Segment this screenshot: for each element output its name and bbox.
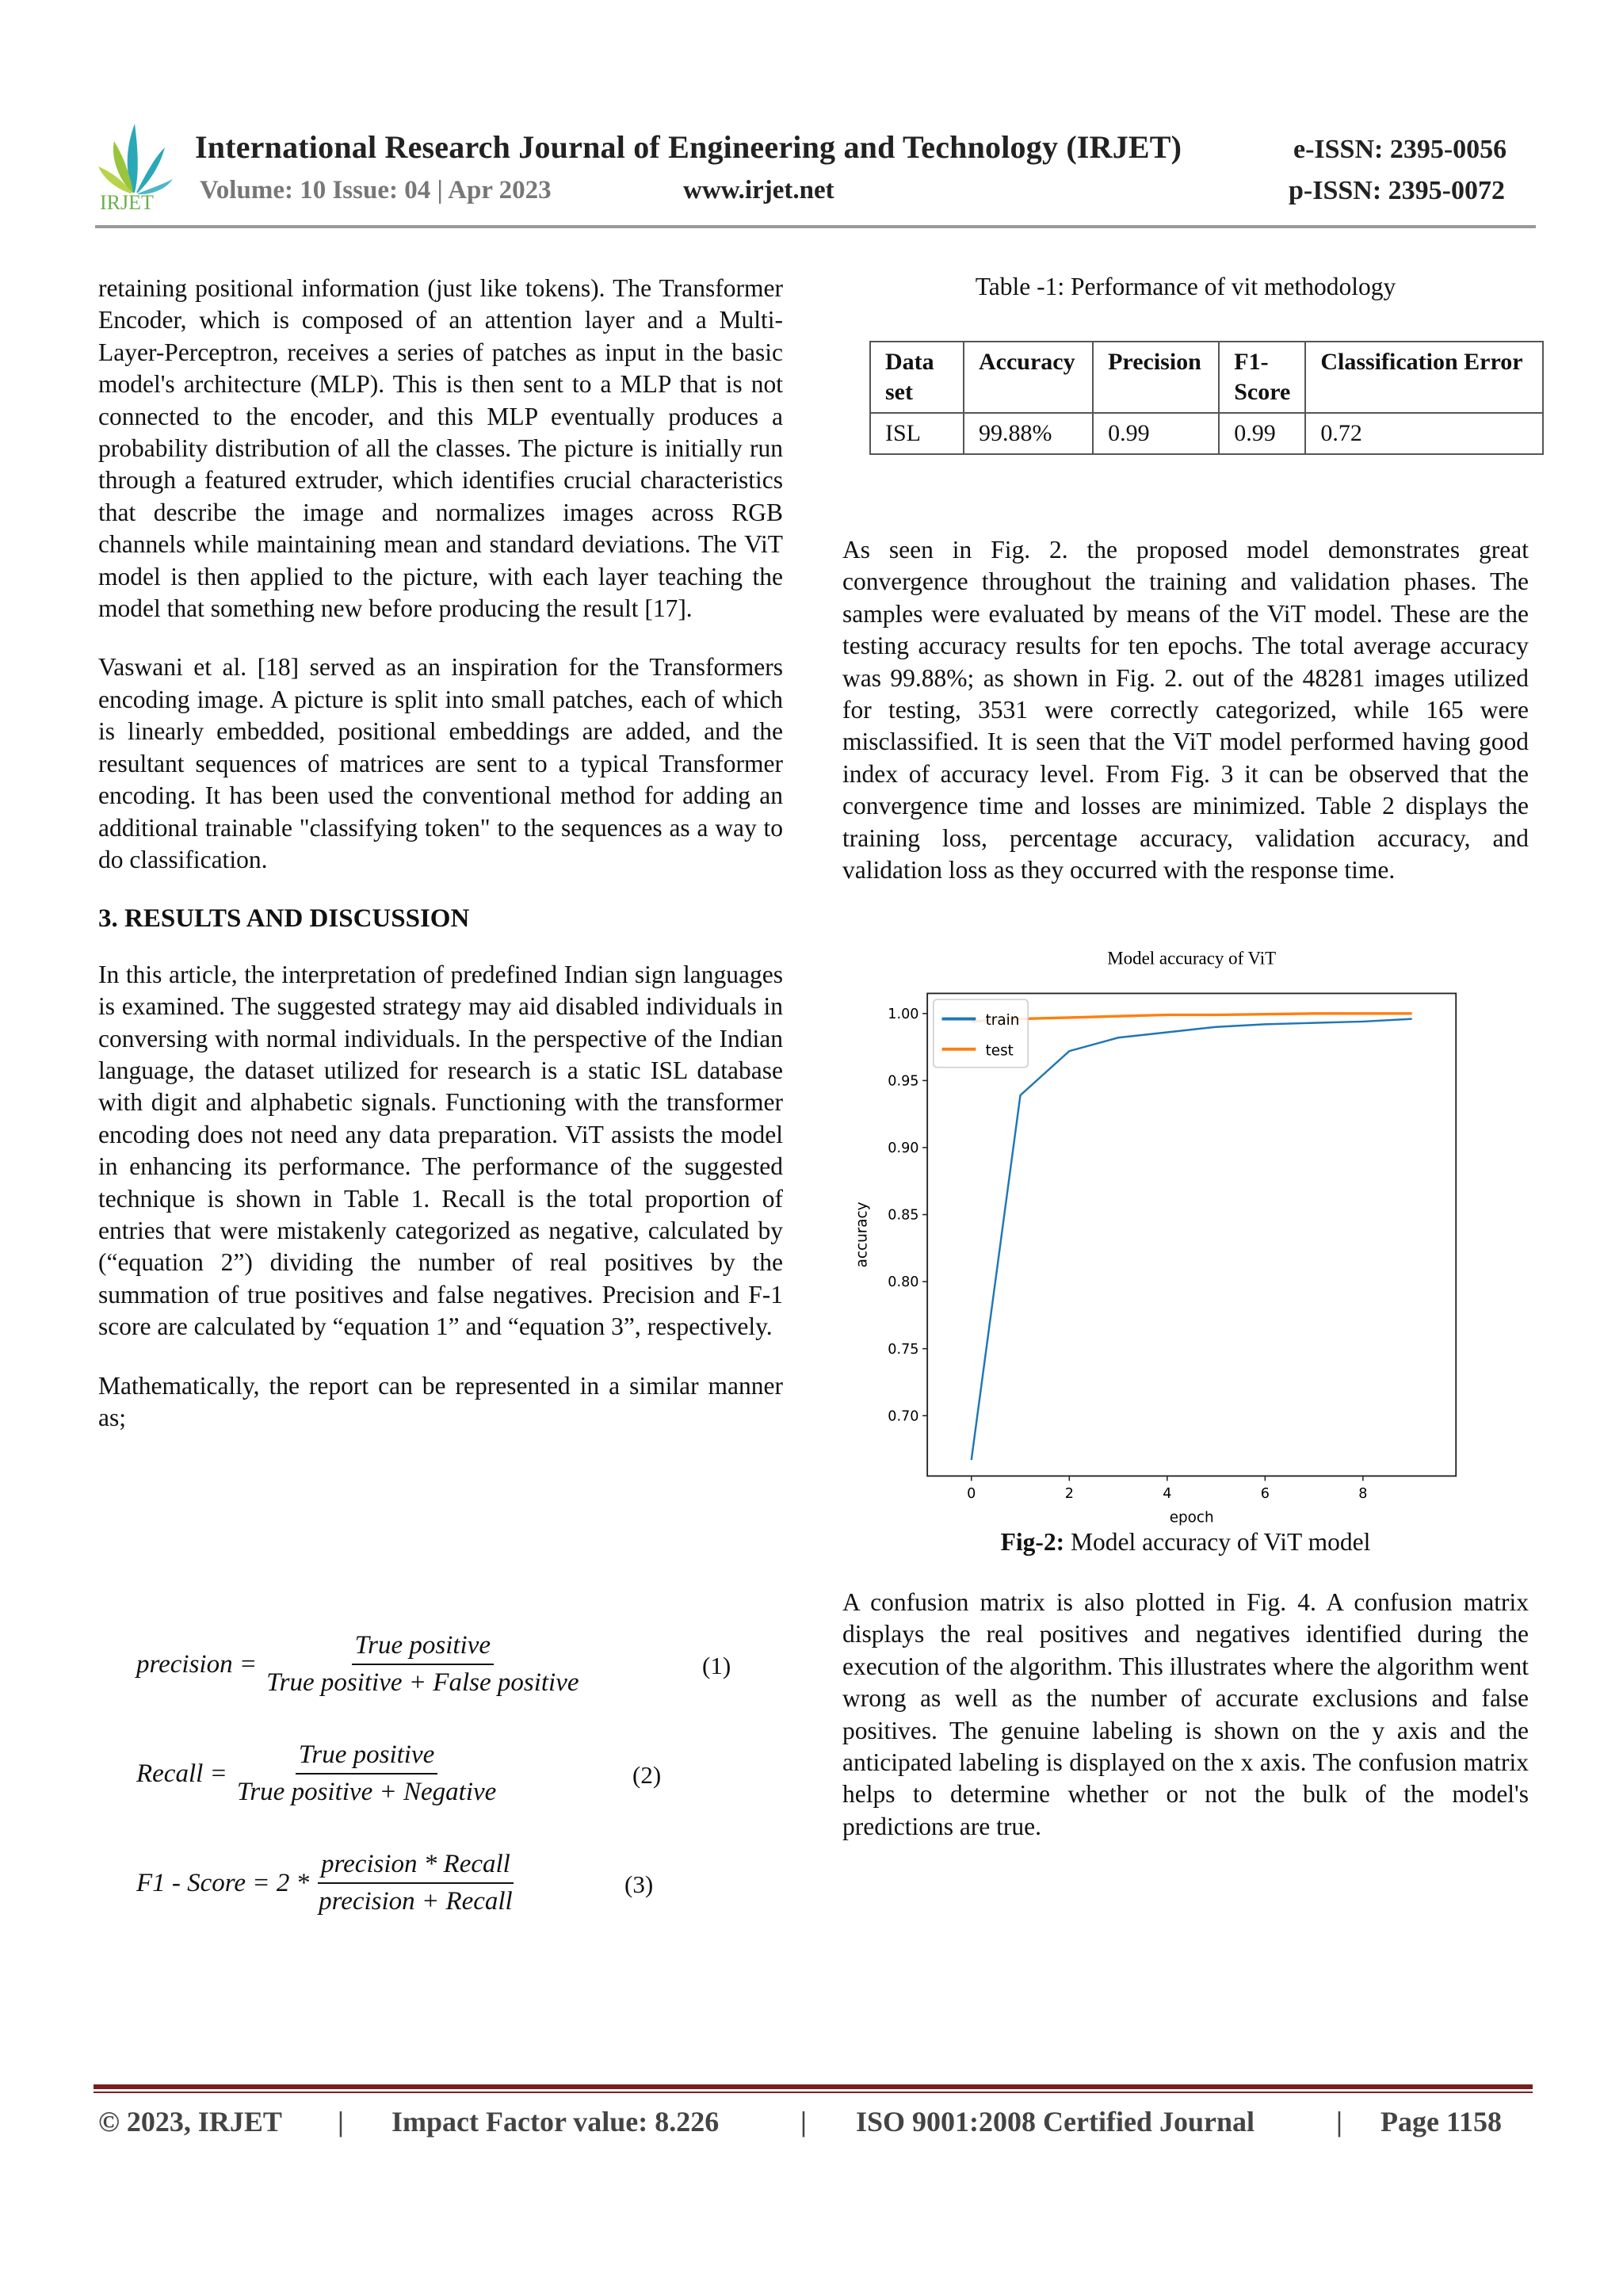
equation-lhs: F1 - Score = 2 * xyxy=(136,1868,310,1897)
denominator: True positive + Negative xyxy=(236,1778,497,1806)
right-paragraph: As seen in Fig. 2. the proposed model demonstrates great convergence throughout the training and validation phases. The samples were evaluated by means of the ViT model. These are the testing accuracy results for ten epochs. The total average accuracy was 99.88%; as shown in Fig. 2. out of the 48281 images utilized for testing, 3531 were correctly categorized, while 165 were misclassified. It is seen that the ViT model performed having good index of accuracy level. From Fig. 3 it can be observed that the convergence time and losses are minimized. Table 2 displays the training loss, percentage accuracy, validation accuracy, and validation loss as they occurred with the response time. xyxy=(842,536,1529,884)
figure-label: Fig-2: xyxy=(1000,1528,1065,1556)
footer-impact-factor: Impact Factor value: 8.226 xyxy=(391,2106,720,2137)
x-tick-label: 8 xyxy=(1358,1485,1368,1502)
denominator: True positive + False positive xyxy=(266,1668,579,1697)
column-header: Precision xyxy=(1093,342,1219,413)
x-tick-label: 0 xyxy=(967,1485,976,1502)
x-axis-label: epoch xyxy=(1169,1509,1214,1526)
website-link[interactable]: www.irjet.net xyxy=(683,176,834,204)
column-header: F1-Score xyxy=(1219,342,1305,413)
legend-label-test: test xyxy=(985,1042,1014,1060)
equation-lhs: Recall = xyxy=(136,1759,227,1788)
equation-number: (1) xyxy=(702,1652,731,1679)
table-cell: 99.88% xyxy=(964,413,1093,454)
table-header-row xyxy=(870,342,1543,413)
chart-title: Model accuracy of ViT xyxy=(1107,948,1277,968)
x-tick-label: 6 xyxy=(1260,1485,1270,1502)
numerator: True positive xyxy=(352,1631,494,1665)
equation-lhs: precision = xyxy=(136,1649,258,1679)
numerator: precision * Recall xyxy=(318,1850,514,1884)
figure-caption-text: Model accuracy of ViT model xyxy=(1064,1528,1371,1556)
left-column xyxy=(98,273,783,1461)
footer-iso: ISO 9001:2008 Certified Journal xyxy=(856,2106,1254,2137)
table-cell: ISL xyxy=(870,413,964,454)
accuracy-chart xyxy=(840,935,1506,1526)
legend-label-train: train xyxy=(985,1012,1020,1030)
footer-page-number: Page 1158 xyxy=(1381,2106,1502,2137)
volume-issue: Volume: 10 Issue: 04 | Apr 2023 xyxy=(200,176,552,204)
y-tick-label: 1.00 xyxy=(888,1006,919,1022)
y-tick-label: 0.75 xyxy=(888,1341,919,1358)
footer-copyright: © 2023, IRJET xyxy=(98,2106,282,2137)
header-divider xyxy=(95,225,1536,228)
section-heading: 3. RESULTS AND DISCUSSION xyxy=(98,904,470,934)
table-cell: 0.99 xyxy=(1093,413,1219,454)
y-tick-label: 0.70 xyxy=(888,1408,919,1425)
y-tick-label: 0.80 xyxy=(888,1274,919,1291)
pissn: p-ISSN: 2395-0072 xyxy=(1289,176,1505,205)
equation-precision xyxy=(136,1631,582,1698)
column-header: Classification Error xyxy=(1305,342,1543,413)
x-tick-label: 2 xyxy=(1064,1485,1074,1502)
paragraph: In this article, the interpretation of predefined Indian sign languages is examined. The suggested strategy may aid disabled individuals in conversing with normal individuals. In the perspective of the Indian language, the dataset utilized for research is a static ISL database with digit and alphabetic signals. Functioning with the transformer encoding does not need any data preparation. ViT assists the model in enhancing its performance. The performance of the suggested technique is shown in Table 1. Recall is the total proportion of entries that were mistakenly categorized as negative, calculated by (“equation 2”) dividing the number of real positives by the summation of true positives and false negatives. Precision and F-1 score are calculated by “equation 1” and “equation 3”, respectively. xyxy=(98,960,783,1341)
footer-divider xyxy=(94,2084,1533,2089)
footer-divider xyxy=(94,2092,1533,2093)
equation-recall xyxy=(136,1740,499,1807)
denominator: precision + Recall xyxy=(319,1887,513,1916)
journal-title: International Research Journal of Engineering and Technology (IRJET) xyxy=(195,129,1182,165)
paragraph: retaining positional information (just like tokens). The Transformer Encoder, which is composed of an attention layer and a Multi-Layer-Perceptron, receives a series of patches as input in the basic model's architecture (MLP). This is then sent to a MLP that is not connected to the encoder, and this MLP eventually produces a probability distribution of all the classes. The picture is initially run through a featured extruder, which identifies crucial characteristics that describe the image and normalizes images across RGB channels while maintaining mean and standard deviations. The ViT model is then applied to the picture, with each layer teaching the model that something new before producing the result [17]. xyxy=(98,274,783,623)
table-cell: 0.99 xyxy=(1219,413,1305,454)
series-line-train xyxy=(972,1019,1412,1461)
y-tick-label: 0.90 xyxy=(888,1140,919,1157)
table-row xyxy=(870,413,1543,454)
equation-number: (3) xyxy=(624,1870,654,1898)
irjet-logo xyxy=(94,117,181,212)
column-header: Accuracy xyxy=(964,342,1093,413)
equation-f1 xyxy=(136,1850,516,1916)
table-cell: 0.72 xyxy=(1305,413,1543,454)
footer-separator: | xyxy=(338,2106,344,2137)
eissn: e-ISSN: 2395-0056 xyxy=(1293,135,1507,164)
y-tick-label: 0.95 xyxy=(888,1073,919,1090)
series-line-test xyxy=(972,1014,1412,1022)
y-axis-label: accuracy xyxy=(854,1201,871,1268)
paragraph: Mathematically, the report can be represented in a similar manner as; xyxy=(98,1371,783,1431)
numerator: True positive xyxy=(296,1740,437,1775)
performance-table xyxy=(869,341,1544,455)
legend-box xyxy=(934,999,1028,1068)
right-paragraph: A confusion matrix is also plotted in Fig. 4. A confusion matrix displays the real positives and negatives identified during the execution of the algorithm. This illustrates where the algorithm went wrong as well as the number of accurate exclusions and false positives. The genuine labeling is shown on the y axis and the anticipated labeling is displayed on the x axis. The confusion matrix helps to determine whether or not the bulk of the model's predictions are true. xyxy=(842,1588,1529,1840)
table-caption: Table -1: Performance of vit methodology xyxy=(975,273,1396,300)
equation-number: (2) xyxy=(632,1761,662,1789)
svg-text:IRJET: IRJET xyxy=(100,191,154,214)
footer-separator: | xyxy=(800,2106,807,2137)
column-header: Data set xyxy=(870,342,964,413)
paragraph: Vaswani et al. [18] served as an inspiration for the Transformers encoding image. A picture is split into small patches, each of which is linearly embedded, positional embeddings are added, and the resultant sequences of matrices are sent to a typical Transformer encoding. It has been used the conventional method for adding an additional trainable "classifying token" to the sequences as a way to do classification. xyxy=(98,653,783,873)
y-tick-label: 0.85 xyxy=(888,1207,919,1224)
figure-caption xyxy=(842,1528,1529,1557)
x-tick-label: 4 xyxy=(1163,1485,1172,1502)
footer-separator: | xyxy=(1336,2106,1342,2137)
